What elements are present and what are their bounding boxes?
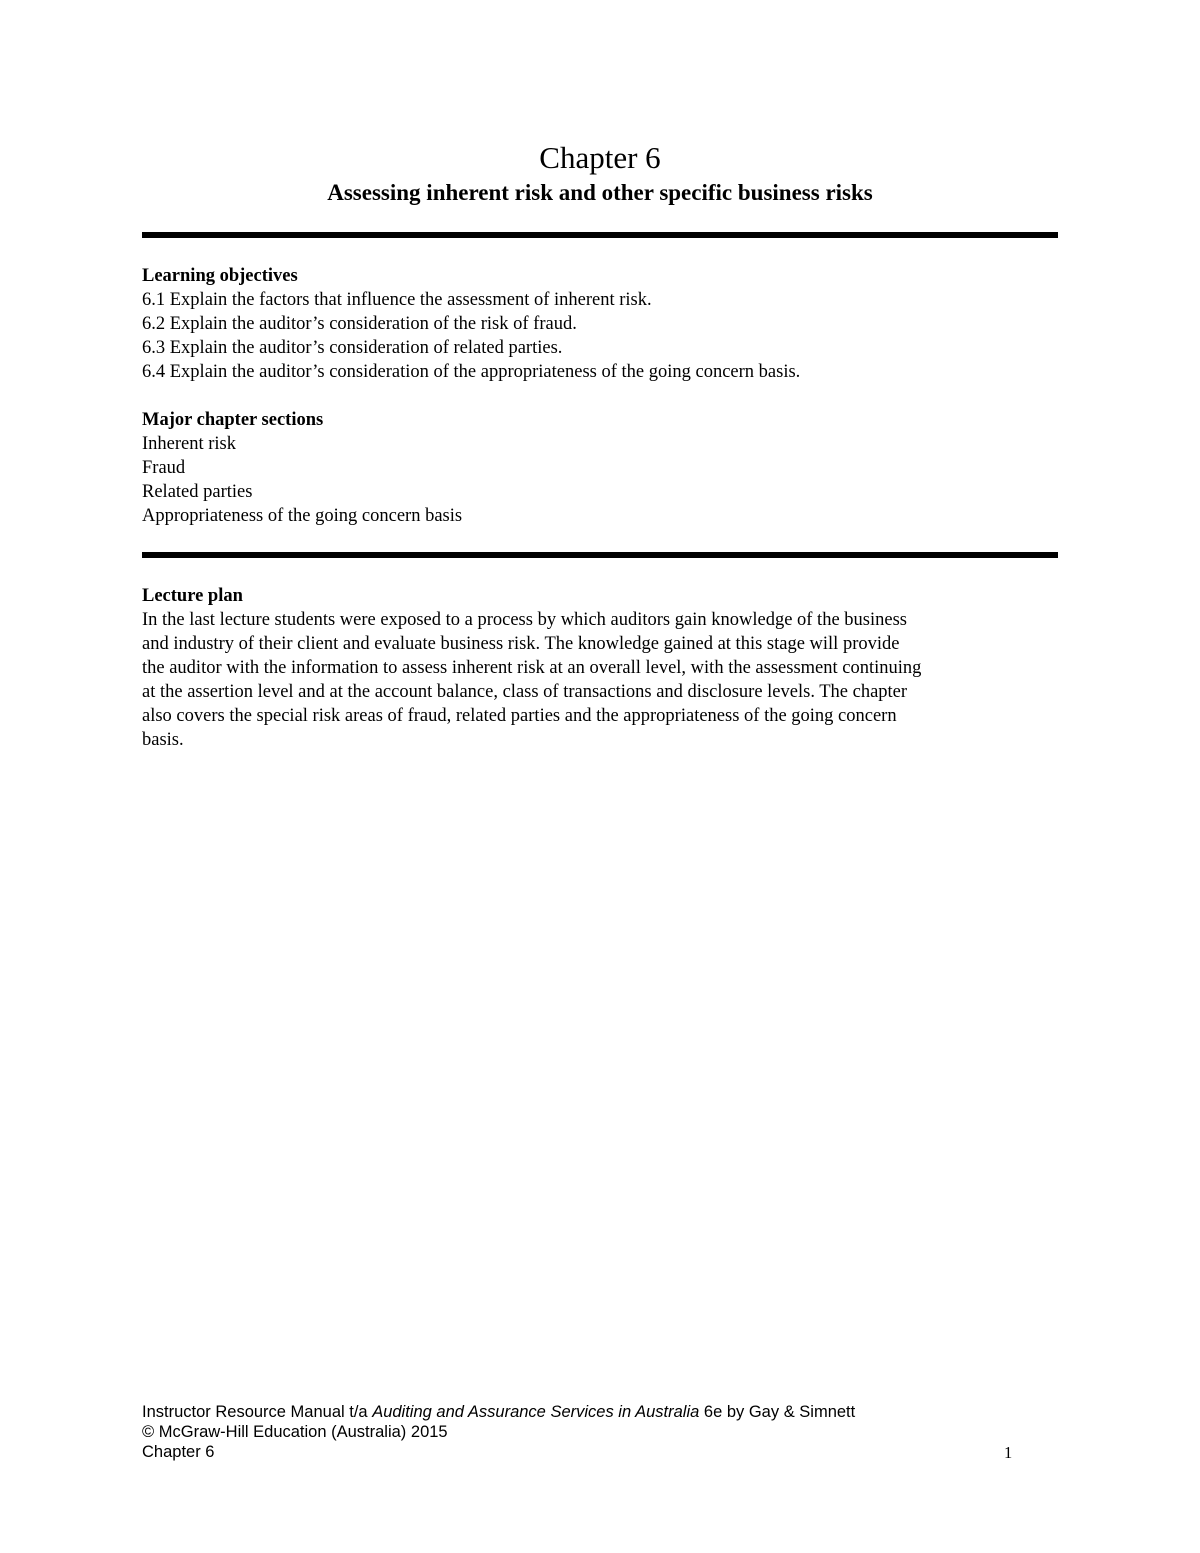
learning-objective-item: 6.4 Explain the auditor’s consideration of the appropriateness of the going concern basis.: [142, 362, 801, 382]
lecture-plan-paragraph: [142, 608, 1060, 752]
major-section-item: Fraud: [142, 458, 186, 478]
chapter-subtitle: Assessing inherent risk and other specific business risks: [327, 180, 873, 205]
paragraph-line: and industry of their client and evaluate business risk. The knowledge gained at this stage will provide: [142, 634, 900, 654]
page-number: 1: [1004, 1443, 1013, 1462]
learning-objectives-heading: Learning objectives: [142, 266, 298, 286]
horizontal-rule-top: [142, 232, 1058, 238]
learning-objectives-section: [142, 264, 1060, 384]
major-section-item: Appropriateness of the going concern basis: [142, 506, 463, 526]
major-section-item: Related parties: [142, 482, 253, 502]
paragraph-line: also covers the special risk areas of fraud, related parties and the appropriateness of the going concern: [142, 706, 897, 726]
footer-chapter-label: Chapter 6: [142, 1443, 215, 1461]
page-footer: [142, 1402, 1022, 1462]
paragraph-line: the auditor with the information to assess inherent risk at an overall level, with the assessment continuing: [142, 658, 922, 678]
major-section-item: Inherent risk: [142, 434, 237, 454]
paragraph-line: In the last lecture students were exposed to a process by which auditors gain knowledge of the business: [142, 610, 907, 630]
major-chapter-sections: [142, 408, 1060, 528]
paragraph-line: at the assertion level and at the account balance, class of transactions and disclosure levels. The chapter: [142, 682, 908, 702]
footer-suffix: 6e by Gay & Simnett: [699, 1403, 856, 1421]
learning-objective-item: 6.3 Explain the auditor’s consideration of related parties.: [142, 338, 563, 358]
major-sections-heading: Major chapter sections: [142, 410, 324, 430]
lecture-plan-section: [142, 584, 1060, 752]
footer-credit-line: [142, 1402, 1022, 1422]
learning-objective-item: 6.1 Explain the factors that influence the assessment of inherent risk.: [142, 290, 652, 310]
chapter-title: Chapter 6: [539, 140, 661, 175]
footer-prefix: Instructor Resource Manual t/a: [142, 1403, 373, 1421]
copyright-line: © McGraw-Hill Education (Australia) 2015: [142, 1423, 448, 1441]
horizontal-rule-middle: [142, 552, 1058, 558]
lecture-plan-heading: Lecture plan: [142, 586, 243, 606]
learning-objective-item: 6.2 Explain the auditor’s consideration of the risk of fraud.: [142, 314, 577, 334]
paragraph-line: basis.: [142, 730, 184, 750]
book-title: Auditing and Assurance Services in Australia: [372, 1403, 700, 1421]
